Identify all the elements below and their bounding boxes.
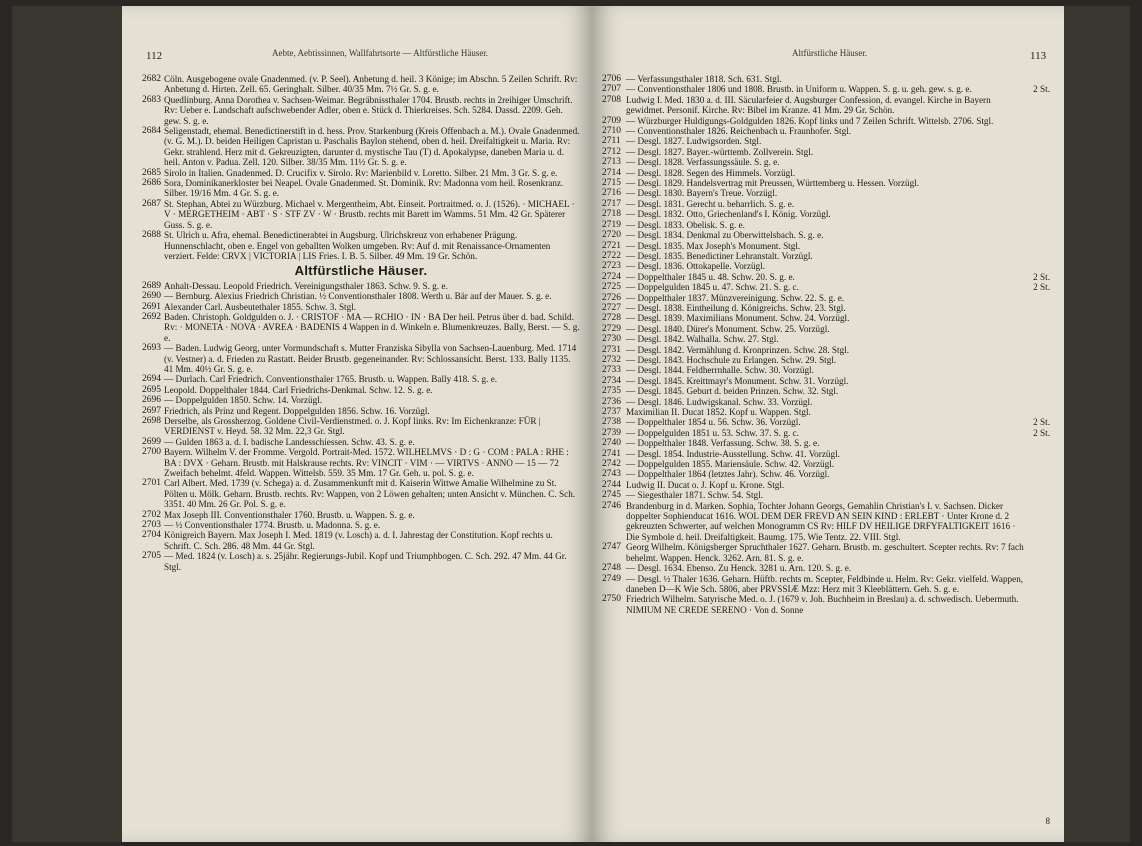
entry-text: — Desgl. 1834. Denkmal zu Oberwittelsbach. S. g. e. [626,230,824,241]
entry-number: 2704 [142,530,161,541]
entry-number: 2717 [602,198,621,209]
entry-text: Bayern. Wilhelm V. der Fromme. Vergold. Portrait-Med. 1572. WILHELMVS · D : G · COM : PALA : RHE : BA : DVX · Geharn. Brustb. mit Halskrause rechts. Rv: VINCIT · VIM · — VIRTVS · ANNO — 15 — 72 Zweifach behelmt. 4feld. Wappen. Wittelsb. 559. 35 Mm. 17 Gr. Geh. u. pol. S. g. e. [164,447,569,479]
entry-number: 2743 [602,469,621,480]
entry-number: 2694 [142,374,161,385]
entry-text: — Würzburger Huldigungs-Goldgulden 1826. Kopf links und 7 Zeilen Schrift. Wittelsb. 2706. Stgl. [626,115,994,126]
catalog-entry [142,281,580,291]
catalog-entry [602,345,1050,355]
entry-number: 2703 [142,520,161,531]
entry-text: — Desgl. 1835. Max Joseph's Monument. Stgl. [626,240,801,251]
catalog-entry [602,324,1050,334]
entry-number: 2710 [602,126,621,137]
entry-count: 2 St. [1033,427,1050,438]
catalog-entry [142,343,580,374]
entry-number: 2749 [602,573,621,584]
catalog-entry [142,520,580,530]
entry-number: 2691 [142,301,161,312]
entry-number: 2727 [602,302,621,313]
entry-number: 2707 [602,84,621,95]
entry-text: Baden. Christoph. Goldgulden o. J. · CRISTOF · MA — RCHIO · IN · BA Der heil. Petrus über d. bad. Schild. Rv: · MONETA · NOVA · AVREA · BADENIS 4 Wappen in d. Winkeln e. Blumenkreuzes. Bally, Berst. — S. g. e. [164,311,580,343]
entry-number: 2714 [602,167,621,178]
catalog-entry [142,437,580,447]
catalog-entry [602,136,1050,146]
catalog-entry [142,478,580,509]
entry-count: 2 St. [1033,282,1050,293]
entry-number: 2699 [142,436,161,447]
entry-text: — Desgl. 1842. Vermählung d. Kronprinzen. Schw. 28. Stgl. [626,344,850,355]
catalog-entry [602,293,1050,303]
catalog-entry [602,574,1050,595]
catalog-entry [602,490,1050,500]
catalog-entry [142,168,580,178]
entry-text: Georg Wilhelm. Königsberger Spruchthaler 1627. Geharn. Brustb. m. geschultert. Scepter rechts. Rv: 7 fach behelmt. Wappen. Henck. 3262. Arn. 81. S. g. e. [626,542,1024,563]
catalog-entry [142,312,580,343]
right-page [592,6,1064,842]
right-column [602,74,1050,615]
entry-number: 2713 [602,157,621,168]
catalog-entry [142,510,580,520]
entry-number: 2740 [602,438,621,449]
left-page [122,6,592,842]
catalog-entry [142,447,580,478]
entry-count: 2 St. [1033,84,1050,95]
catalog-entry [142,302,580,312]
entry-text: — Desgl. 1845. Geburt d. beiden Prinzen. Schw. 32. Stgl. [626,386,839,397]
catalog-entry [602,386,1050,396]
entry-number: 2732 [602,354,621,365]
entry-text: — Doppelgulden 1845 u. 47. Schw. 21. S. g. c. [626,282,799,293]
entry-text: Ludwig I. Med. 1830 a. d. III. Säcularfeier d. Augsburger Confession, d. evangel. Kirche in Bayern gewidmet. Personif. Kirche. Rv: Bibel im Kranze. 41 Mm. 29 Gr. Schön. [626,94,991,116]
entry-number: 2744 [602,479,621,490]
catalog-entry [602,84,1050,94]
entry-text: — Durlach. Carl Friedrich. Conventionsthaler 1765. Brustb. u. Wappen. Bally 418. S. g. e. [164,374,498,385]
catalog-entry [602,178,1050,188]
catalog-entry [142,551,580,572]
entry-number: 2750 [602,594,621,605]
entry-text: — Desgl. 1833. Obelisk. S. g. e. [626,219,745,230]
catalog-entry [602,542,1050,563]
entry-number: 2722 [602,250,621,261]
entry-text: — Baden. Ludwig Georg, unter Vormundschaft s. Mutter Franziska Sibylla von Sachsen-Lauenburg. Med. 1714 (v. Vestner) a. d. Frieden zu Rastatt. Beider Brustb. gegeneinander. Rv: Schlossansicht. Berst. 133. Bally 1135. 41 Mm. 40½ Gr. S. g. e. [164,343,577,374]
catalog-entry [602,116,1050,126]
entry-number: 2692 [142,311,161,322]
entry-number: 2728 [602,313,621,324]
entry-text: — Desgl. 1832. Otto, Griechenland's I. König. Vorzügl. [626,209,831,220]
entry-number: 2718 [602,209,621,220]
catalog-entry [602,147,1050,157]
entry-count: 2 St. [1033,417,1050,428]
entry-number: 2683 [142,94,161,105]
entry-text: — Desgl. 1836. Ottokapelle. Vorzügl. [626,261,765,272]
entry-text: — Bernburg. Alexius Friedrich Christian. ½ Conventionsthaler 1808. Werth u. Bär auf der Mauer. S. g. e. [164,291,552,302]
catalog-entry [142,395,580,405]
entry-number: 2697 [142,405,161,416]
entry-text: — Desgl. 1842. Walhalla. Schw. 27. Stgl. [626,334,779,345]
entry-text: Maximilian II. Ducat 1852. Kopf u. Wappen. Stgl. [626,407,811,417]
catalog-entry [602,480,1050,490]
catalog-entry [602,469,1050,479]
entry-number: 2711 [602,136,621,147]
entry-text: Brandenburg in d. Marken. Sophia, Tochter Johann Georgs, Gemahlin Christian's I. v. Sachsen. Dicker doppelter Sophienducat 1616. WOL DEM DER FREVD AN SEIN KIND : ERLEBT · Unter Krone d. 2 gekreuzten Schwerter, auf welchen Monogramm CS Rv: HILF DV HEILIGE DRFYFALTIGKEIT 1616 · Die Symbole d. heil. Dreifaltigkeit. Baumg. 175. Wie Tentz. 22. VIII. Stgl. [626,500,1016,542]
catalog-entry [602,199,1050,209]
entry-number: 2748 [602,563,621,574]
entry-text: — Desgl. 1835. Benedictiner Lehranstalt. Vorzügl. [626,250,813,261]
entry-text: St. Ulrich u. Afra, ehemal. Benedictinerabtei in Augsburg. Ulrichskreuz von erhabener Prägung. Hunnenschlacht, oben e. Engel von geballten Wolken umgeben. Rv: Auf d. mit Renaissance-Ornamenten verziert. Felde: CRVX | VICTORIA | LIS Fries. I. B. 5. Silber. 49 Mm. 19 Gr. Schön. [164,230,551,261]
catalog-entry [602,261,1050,271]
entry-number: 2700 [142,447,161,458]
catalog-entry [602,594,1050,615]
catalog-entry [602,230,1050,240]
catalog-entry [602,407,1050,417]
entry-number: 2706 [602,74,621,84]
entry-number: 2689 [142,280,161,291]
entry-number: 2729 [602,323,621,334]
catalog-entry [602,501,1050,543]
entry-text: — Desgl. 1827. Bayer.-württemb. Zollverein. Stgl. [626,146,814,157]
entry-text: — Desgl. 1831. Gerecht u. beharrlich. S. g. e. [626,198,795,209]
entry-text: Sora, Dominikanerkloster bei Neapel. Ovale Gnadenmed. St. Dominik. Rv: Madonna vom heil. Rosenkranz. Silber. 19/16 Mm. 4 Gr. S. g. e. [164,178,564,199]
entry-number: 2737 [602,407,621,417]
entry-number: 2726 [602,292,621,303]
entry-number: 2734 [602,375,621,386]
entry-number: 2725 [602,282,621,293]
entry-number: 2708 [602,94,621,105]
entry-number: 2719 [602,219,621,230]
book-edge-right [1064,6,1130,842]
entry-text: — Doppelgulden 1850. Schw. 14. Vorzügl. [164,395,323,406]
catalog-entry [602,334,1050,344]
entry-text: — Doppelgulden 1851 u. 53. Schw. 37. S. g. c. [626,427,799,438]
catalog-entry [602,126,1050,136]
entry-number: 2715 [602,178,621,189]
catalog-entry [602,282,1050,292]
left-column [142,74,580,572]
catalog-entry [602,397,1050,407]
catalog-entry [602,365,1050,375]
entry-number: 2686 [142,178,161,189]
entry-text: — Doppelthaler 1845 u. 48. Schw. 20. S. g. e. [626,271,795,282]
entry-number: 2685 [142,167,161,178]
entry-number: 2742 [602,459,621,470]
entry-text: — Desgl. 1846. Ludwigskanal. Schw. 33. Vorzügl. [626,396,813,407]
entry-text: Königreich Bayern. Max Joseph I. Med. 1819 (v. Losch) a. d. I. Jahrestag der Constitution. Kopf rechts u. Schrift. C. Sch. 286. 48 Mm. 44 Gr. Stgl. [164,530,553,551]
entry-number: 2730 [602,334,621,345]
entry-number: 2721 [602,240,621,251]
catalog-entry [142,416,580,437]
catalog-entry [602,355,1050,365]
catalog-entry [602,459,1050,469]
entry-text: Derselbe, als Grossherzog. Goldene Civil-Verdienstmed. o. J. Kopf links. Rv: Im Eichenkranze: FÜR | VERDIENST v. Heyd. 58. 32 Mm. 22,3 Gr. Stgl. [164,416,541,437]
catalog-entry [142,530,580,551]
entry-number: 2709 [602,115,621,126]
catalog-entry [142,95,580,126]
entry-number: 2747 [602,542,621,553]
right-page-header: Altfürstliche Häuser. [792,48,867,58]
entry-number: 2702 [142,509,161,520]
entry-number: 2705 [142,551,161,562]
entry-number: 2736 [602,396,621,407]
entry-text: Seligenstadt, ehemal. Benedictinerstift in d. hess. Prov. Starkenburg (Kreis Offenbach a. M.). Ovale Gnadenmed. (v. G. M.). D. beiden Heiligen Capristan u. Paschalis Baylon stehend, oben d. heil. Dreifaltigkeit u. Maria. Rv: Gekr. strahlend. Herz mit d. Gekreuzigten, darunter d. mystische Tau (T) d. Apokalypse, daneben Maria u. d. heil. Anton v. Padua. Zell. 120. Silber. 38/35 Mm. 11½ Gr. S. g. e. [164,126,580,168]
entry-number: 2695 [142,384,161,395]
catalog-entry [602,438,1050,448]
catalog-entry [142,74,580,95]
entry-text: — Desgl. ½ Thaler 1636. Geharn. Hüftb. rechts m. Scepter, Feldbinde u. Helm. Rv: Gekr. vielfeld. Wappen, daneben D—K Wie Sch. 5806, aber PRVSSIÆ Mzz: Herz mit 3 Kleeblättern. Geh. S. g. e. [626,573,1024,594]
entry-text: — Desgl. 1843. Hochschule zu Erlangen. Schw. 29. Stgl. [626,354,837,365]
entry-text: — Desgl. 1845. Kreittmayr's Monument. Schw. 31. Vorzügl. [626,375,849,386]
catalog-entry [602,157,1050,167]
catalog-entry [602,188,1050,198]
entry-text: — Desgl. 1634. Ebenso. Zu Henck. 3281 u. Arn. 120. S. g. e. [626,563,852,574]
entry-text: — Doppelthaler 1848. Verfassung. Schw. 38. S. g. e. [626,438,820,449]
entry-text: Friedrich, als Prinz und Regent. Doppelgulden 1856. Schw. 16. Vorzügl. [164,405,430,416]
entry-text: — Gulden 1863 a. d. I. badische Landesschiessen. Schw. 43. S. g. e. [164,436,415,447]
entry-number: 2738 [602,417,621,428]
catalog-entry [602,220,1050,230]
entry-text: Cöln. Ausgebogene ovale Gnadenmed. (v. P. Seel). Anbetung d. heil. 3 Könige; im Abschn. 5 Zeilen Schrift. Rv: Anbetung d. Hirten. Zell. 65. Geringhalt. Silber. 40/35 Mm. 7½ Gr. S. g. e. [164,74,578,95]
entry-number: 2745 [602,490,621,501]
catalog-entry [142,385,580,395]
catalog-entry [602,209,1050,219]
entry-text: — Desgl. 1828. Verfassungssäule. S. g. e. [626,157,780,168]
entry-number: 2696 [142,395,161,406]
entry-text: — Desgl. 1828. Segen des Himmels. Vorzügl. [626,167,796,178]
entry-text: Quedlinburg. Anna Dorothea v. Sachsen-Weimar. Begräbnissthaler 1704. Brustb. rechts in 2reihiger Umschrift. Rv: Ueber e. Landschaft aufschwebender Adler, oben e. Stück d. Thierkreises. Sch. 5284. Dassd. 2209. Geh. gew. S. g. e. [164,94,573,126]
entry-text: — Desgl. 1827. Ludwigsorden. Stgl. [626,136,762,147]
entry-number: 2731 [602,344,621,355]
right-page-number: 113 [1030,50,1047,62]
entry-text: — ½ Conventionsthaler 1774. Brustb. u. Madonna. S. g. e. [164,520,381,531]
catalog-entry [602,95,1050,116]
entry-text: — Siegesthaler 1871. Schw. 54. Stgl. [626,490,763,501]
entry-text: — Doppelthaler 1837. Münzvereinigung. Schw. 22. S. g. e. [626,292,845,303]
entry-text: Sirolo in Italien. Gnadenmed. D. Crucifix v. Sirolo. Rv: Marienbild v. Loretto. Silber. 21 Mm. 3 Gr. S. g. e. [164,167,558,178]
entry-count: 2 St. [1033,271,1050,282]
entry-text: — Desgl. 1829. Handelsvertrag mit Preussen, Württemberg u. Hessen. Vorzügl. [626,178,920,189]
entry-text: — Doppelgulden 1855. Mariensäule. Schw. 42. Vorzügl. [626,459,835,470]
entry-text: Leopold. Doppelthaler 1844. Carl Friedrichs-Denkmal. Schw. 12. S. g. e. [164,384,433,395]
catalog-entry [602,428,1050,438]
entry-number: 2687 [142,198,161,209]
section-title: Altfürstliche Häuser. [294,263,428,279]
entry-text: — Desgl. 1830. Bayern's Treue. Vorzügl. [626,188,778,199]
entry-number: 2684 [142,126,161,137]
entry-number: 2688 [142,230,161,241]
catalog-entry [142,406,580,416]
entry-number: 2698 [142,416,161,426]
catalog-entry [142,291,580,301]
catalog-entry [142,126,580,168]
entry-text: Carl Albert. Med. 1739 (v. Schega) a. d. Zusammenkunft mit d. Kaiserin Wittwe Amalie Wilhelmine zu St. Pölten u. Mölk. Geharn. Brustb. rechts. Rv: Wappen, von 2 Löwen gehalten; unten Ansicht v. München. C. Sch. 3351. 40 Mm. 26 Gr. Pol. S. g. e. [164,478,576,510]
entry-number: 2720 [602,230,621,241]
entry-text: Friedrich Wilhelm. Satyrische Med. o. J. (1679 v. Joh. Buchheim in Breslau) a. d. schwedisch. Uebermuth. NIMIUM NE CREDE SERENO · Von d. Sonne [626,594,1019,615]
catalog-entry [602,303,1050,313]
entry-text: — Desgl. 1844. Feldherrnhalle. Schw. 30. Vorzügl. [626,365,814,376]
entry-number: 2693 [142,343,161,354]
entry-number: 2724 [602,271,621,282]
entry-number: 2741 [602,448,621,459]
entry-text: Ludwig II. Ducat o. J. Kopf u. Krone. Stgl. [626,479,785,490]
catalog-entry [142,374,580,384]
entry-text: Max Joseph III. Conventionsthaler 1760. Brustb. u. Wappen. S. g. e. [164,509,415,520]
catalog-entry [602,168,1050,178]
book-spread [12,6,1130,842]
catalog-entry [142,230,580,261]
entry-text: — Desgl. 1838. Eintheilung d. Königreichs. Schw. 23. Stgl. [626,302,846,313]
catalog-entry [142,178,580,199]
entry-number: 2735 [602,386,621,397]
catalog-entry [602,241,1050,251]
entry-text: — Doppelthaler 1854 u. 56. Schw. 36. Vorzügl. [626,417,801,428]
catalog-entry [602,563,1050,573]
entry-text: — Doppelthaler 1864 (letztes Jahr). Schw. 46. Vorzügl. [626,469,830,480]
entry-text: Anhalt-Dessau. Leopold Friedrich. Vereinigungsthaler 1863. Schw. 9. S. g. e. [164,280,448,291]
catalog-entry [602,376,1050,386]
entry-number: 2712 [602,146,621,157]
entry-number: 2690 [142,291,161,302]
entry-text: — Verfassungsthaler 1818. Sch. 631. Stgl. [626,74,782,84]
catalog-entry [602,74,1050,84]
catalog-entry [602,417,1050,427]
entry-text: — Desgl. 1840. Dürer's Monument. Schw. 25. Vorzügl. [626,323,830,334]
catalog-entry [602,251,1050,261]
left-page-header: Aebte, Aebtissinnen, Wallfahrtsorte — Altfürstliche Häuser. [272,48,489,58]
entry-number: 2739 [602,427,621,438]
catalog-entry [602,449,1050,459]
signature-mark: 8 [1045,816,1050,826]
entry-number: 2716 [602,188,621,199]
entry-text: — Med. 1824 (v. Losch) a. s. 25jähr. Regierungs-Jubil. Kopf und Triumphbogen. C. Sch. 292. 47 Mm. 44 Gr. Stgl. [164,551,567,572]
left-page-number: 112 [146,50,163,62]
book-edge-left [12,6,122,842]
entry-text: — Desgl. 1854. Industrie-Ausstellung. Schw. 41. Vorzügl. [626,448,840,459]
entry-number: 2682 [142,74,161,84]
catalog-entry [602,313,1050,323]
entry-number: 2733 [602,365,621,376]
entry-text: — Conventionsthaler 1826. Reichenbach u. Fraunhofer. Stgl. [626,126,852,137]
entry-text: — Conventionsthaler 1806 und 1808. Brustb. in Uniform u. Wappen. S. g. u. geh. gew. s. g. e. [626,84,972,95]
entry-number: 2723 [602,261,621,272]
entry-text: Alexander Carl. Ausbeutethaler 1855. Schw. 3. Stgl. [164,301,357,312]
entry-text: — Desgl. 1839. Maximilians Monument. Schw. 24. Vorzügl. [626,313,850,324]
catalog-entry [142,199,580,230]
entry-number: 2746 [602,500,621,511]
entry-number: 2701 [142,478,161,489]
entry-text: St. Stephan, Abtei zu Würzburg. Michael v. Mergentheim, Abt. Einseit. Portraitmed. o. J. (1526). · MICHAEL · V · MERGETHEIM · ABT · S · STF ZV · W · Brustb. rechts mit Barett im Wamms. 51 Mm. 42 Gr. Späterer Guss. S. g. e. [164,198,575,230]
catalog-entry [602,272,1050,282]
